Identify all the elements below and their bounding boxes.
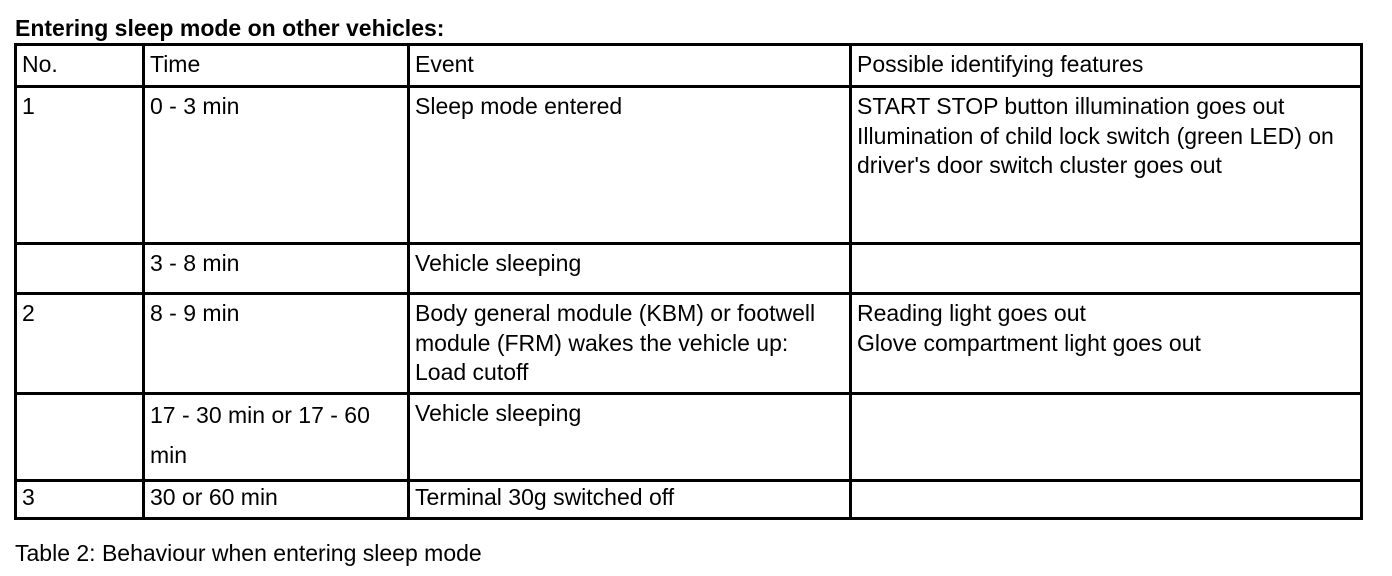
table-row [16, 481, 1362, 519]
table-row [16, 294, 1362, 394]
cell-features [851, 87, 1362, 244]
cell-event: Body general module (KBM) or footwell module (FRM) wakes the vehicle up: Load cutoff [409, 294, 851, 394]
cell-features [851, 394, 1362, 481]
feature-line: START STOP button illumination goes out [857, 93, 1285, 119]
cell-time: 3 - 8 min [144, 244, 409, 294]
header-no: No. [16, 45, 144, 87]
cell-time: 8 - 9 min [144, 294, 409, 394]
table-row [16, 87, 1362, 244]
cell-no [16, 244, 144, 294]
cell-features [851, 481, 1362, 519]
table-caption: Table 2: Behaviour when entering sleep mode [15, 540, 482, 566]
cell-time: 0 - 3 min [144, 87, 409, 244]
header-time: Time [144, 45, 409, 87]
sleep-mode-table [14, 43, 1363, 520]
cell-event: Vehicle sleeping [409, 244, 851, 294]
header-event: Event [409, 45, 851, 87]
cell-features [851, 294, 1362, 394]
cell-time: 30 or 60 min [144, 481, 409, 519]
cell-no: 1 [16, 87, 144, 244]
cell-no: 2 [16, 294, 144, 394]
section-heading: Entering sleep mode on other vehicles: [15, 15, 445, 41]
table-row [16, 244, 1362, 294]
feature-line: Glove compartment light goes out [857, 329, 1201, 356]
feature-line: Reading light goes out [857, 300, 1086, 326]
feature-line: Illumination of child lock switch (green LED) on driver's door switch cluster goes out [857, 122, 1334, 178]
header-features: Possible identifying features [851, 45, 1362, 87]
cell-no: 3 [16, 481, 144, 519]
cell-no [16, 394, 144, 481]
cell-event: Terminal 30g switched off [409, 481, 851, 519]
cell-event: Sleep mode entered [409, 87, 851, 244]
cell-features [851, 244, 1362, 294]
table-row [16, 394, 1362, 481]
cell-time: 17 - 30 min or 17 - 60 min [144, 394, 409, 481]
cell-event: Vehicle sleeping [409, 394, 851, 481]
table-header-row [16, 45, 1362, 87]
